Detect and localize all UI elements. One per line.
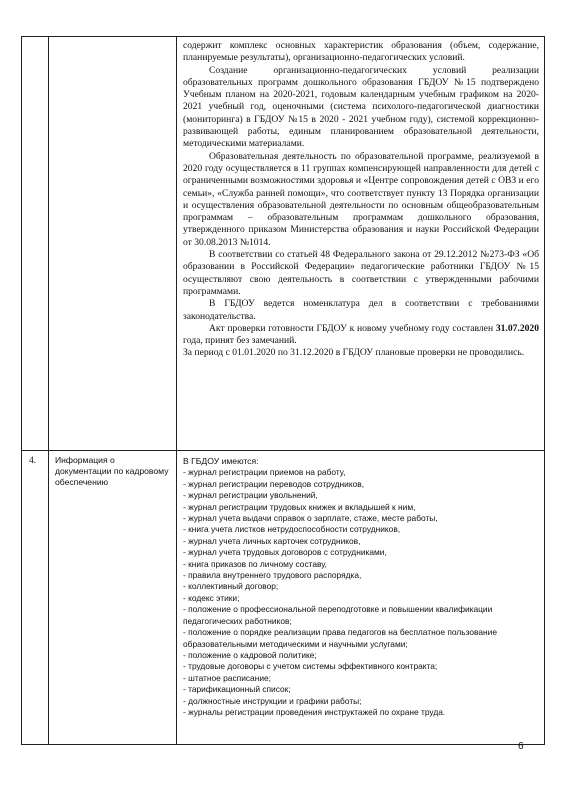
content-cell (177, 37, 545, 451)
list-item: - положение о профессиональной переподготовке и повышении квалификации педагогических работников; (183, 604, 493, 626)
paragraph: Образовательная деятельность по образовательной программе, реализуемой в 2020 году осуществляется в 11 группах компенсирующей направленности для детей с ограниченными возможностями здоровья и «Центре сопровождения детей с ОВЗ и его семьи», «Служба ранней помощи», что соответствует пункту 13 Порядка организации и осуществления образовательной деятельности по основным общеобразовательным программам – образовательным программам дошкольного образования, утвержденного приказом Министерства образования и науки Российской Федерации от 30.08.2013 №1014. (183, 150, 539, 248)
list-item: - тарификационный список; (183, 684, 291, 695)
act-paragraph (183, 323, 539, 348)
list-item: - положение о порядке реализации права педагогов на бесплатное пользование образовательными методическими и научными услугами; (183, 627, 498, 649)
document-list (183, 467, 539, 718)
list-item: - журнал учета трудовых договоров с сотрудниками, (183, 547, 387, 558)
list-item: - штатное расписание; (183, 672, 272, 683)
list-item: - журнал учета выдачи справок о зарплате, стаже, месте работы, (183, 513, 438, 524)
list-item: - кодекс этики; (183, 592, 240, 603)
act-date: 31.07.2020 (495, 322, 539, 334)
list-heading: В ГБДОУ имеются: (183, 456, 259, 466)
paragraph: Создание организационно-педагогических условий реализации образовательных программ дошкольного образования ГБДОУ №15 подтверждено Учебным планом на 2020-2021, годовым календарным учебным графиком на 2020-2021 учебный год, оценочными (система психолого-педагогической диагностики (мониторинга) в ГБДОУ №15 в 2020 - 2021 учебном году), системой коррекционно-развивающей работы, единым планированием образовательной деятельности, методическими материалами. (183, 64, 539, 150)
paragraph-group (183, 40, 539, 323)
period-paragraph: За период с 01.01.2020 по 31.12.2020 в ГБДОУ плановые проверки не проводились. (183, 347, 525, 359)
document-table (21, 36, 545, 745)
act-text-end: года, принят без замечаний. (183, 335, 297, 347)
paragraph: содержит комплекс основных характеристик образования (объем, содержание, планируемые результаты), организационно-педагогических условий. (183, 40, 539, 64)
list-item: - журнал учета личных карточек сотрудников, (183, 535, 361, 546)
act-text: Акт проверки готовности ГБДОУ к новому учебному году составлен (209, 322, 496, 334)
list-item: - книга приказов по личному составу, (183, 558, 327, 569)
list-item: - журнал регистрации увольнений, (183, 490, 318, 501)
content-cell (177, 451, 545, 745)
list-item: - книга учета листков нетрудоспособности сотрудников, (183, 524, 401, 535)
list-item: - журнал регистрации трудовых книжек и вкладышей к ним, (183, 501, 416, 512)
list-item: - должностные инструкции и графики работы; (183, 695, 362, 706)
list-item: - журнал регистрации переводов сотрудников, (183, 478, 365, 489)
list-item: - положение о кадровой политике; (183, 649, 317, 660)
row-label: Информация о документации по кадровому обеспечению (49, 451, 177, 745)
list-item: - журнал регистрации приемов на работу, (183, 467, 346, 478)
number-cell-empty (22, 37, 49, 451)
table-row-4 (22, 451, 545, 745)
row-number: 4. (22, 451, 49, 745)
paragraph: В ГБДОУ ведется номенклатура дел в соответствии с требованиями законодательства. (183, 298, 539, 322)
list-item: - трудовые договоры с учетом системы эффективного контракта; (183, 661, 438, 672)
list-item: - журналы регистрации проведения инструктажей по охране труда. (183, 706, 446, 717)
paragraph: В соответствии со статьей 48 Федерального закона от 29.12.2012 №273-ФЗ «Об образовании в Российской Федерации» педагогические работники ГБДОУ №15 осуществляют свою деятельность в соответствии с утвержденными рабочими программами. (183, 249, 539, 297)
list-item: - коллективный договор; (183, 581, 279, 592)
label-cell-empty (49, 37, 177, 451)
list-item: - правила внутреннего трудового распорядка, (183, 570, 362, 581)
table-row-continuation (22, 37, 545, 451)
page-number: 6 (518, 741, 524, 752)
